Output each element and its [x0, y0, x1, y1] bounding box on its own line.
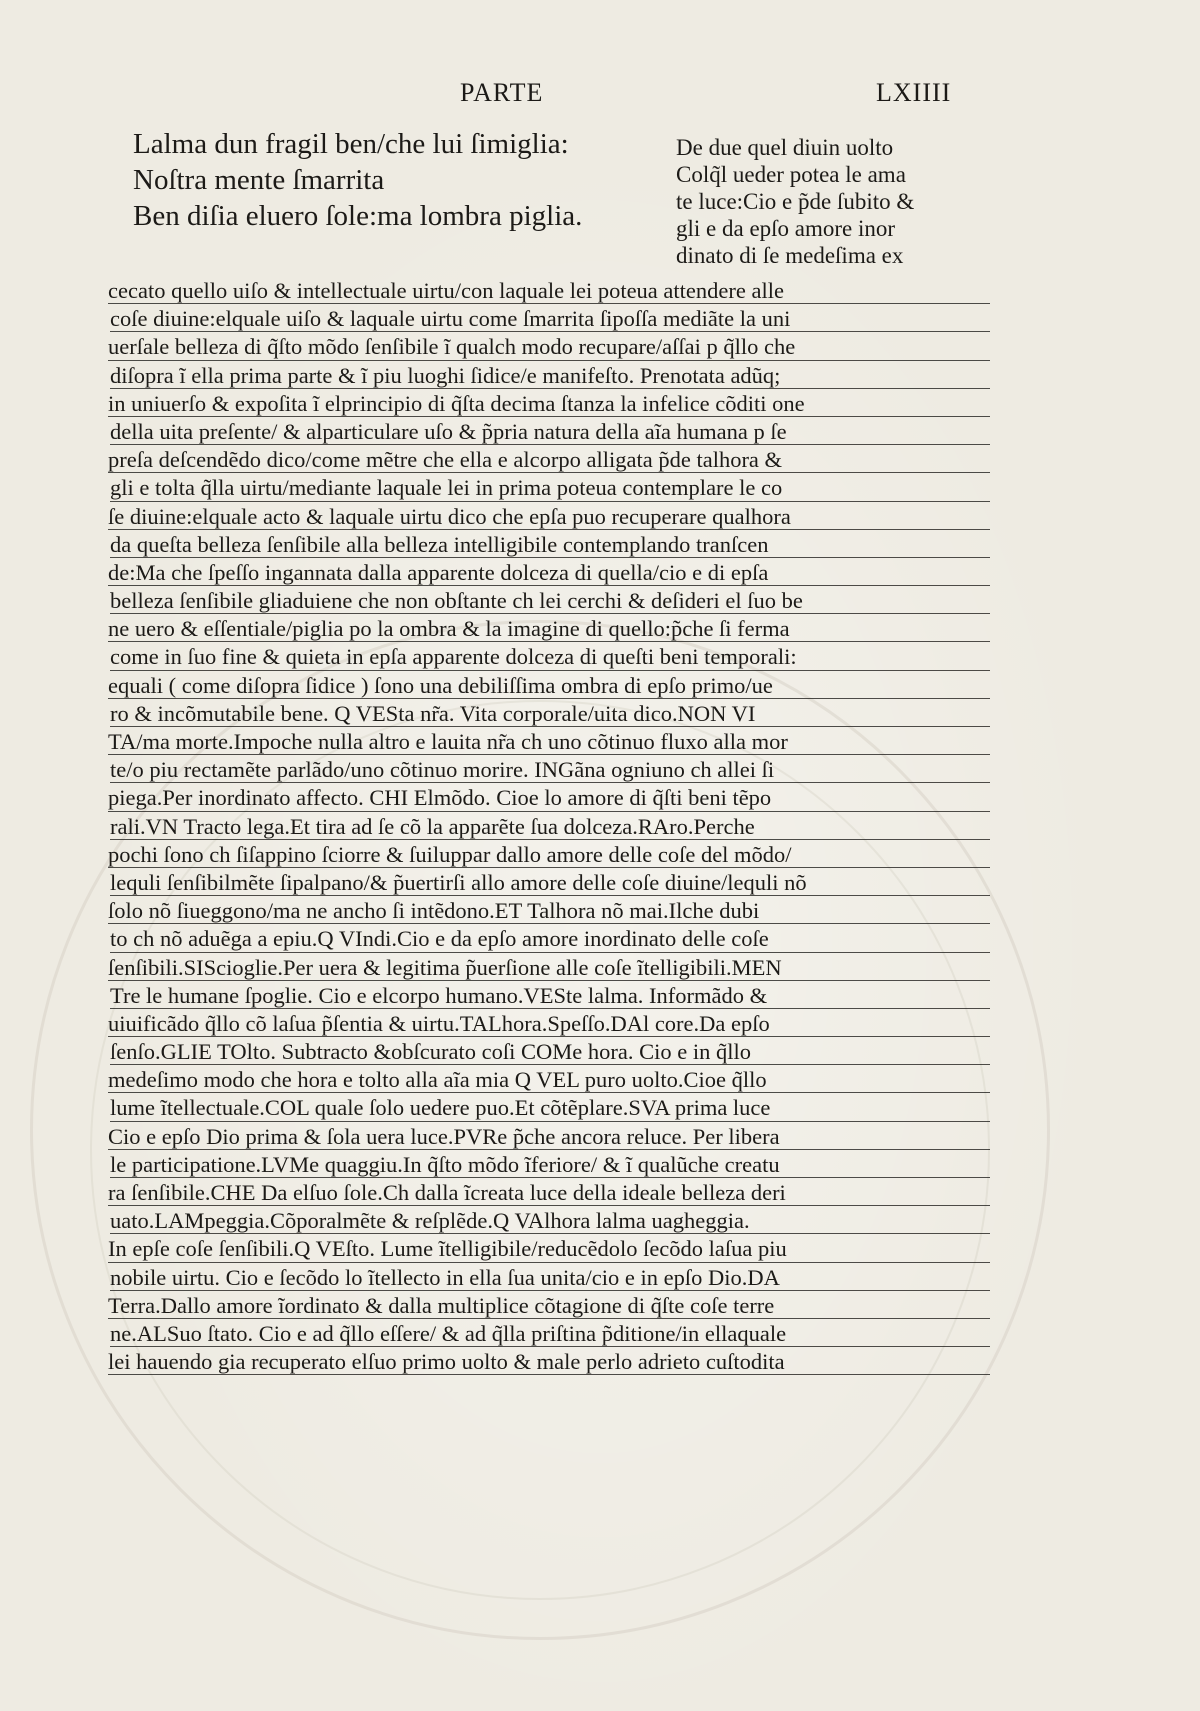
commentary-column-line: De due quel diuin uolto	[676, 135, 894, 160]
commentary-line: medeſimo modo che hora e tolto alla aĩa mia Q VEL puro uolto.Cioe q̃llo	[108, 1065, 990, 1093]
commentary-line: te/o piu rectamẽte parlãdo/uno cõtinuo morire. INGãna ogniuno ch allei ſi	[110, 755, 990, 783]
commentary-line: TA/ma morte.Impoche nulla altro e lauita nr̃a ch uno cõtinuo fluxo alla mor	[108, 727, 990, 755]
commentary-line: uerſale belleza di q̃ſto mõdo ſenſibile ĩ qualch modo recupare/aſſai p q̃llo che	[108, 332, 990, 360]
commentary-column-line: Colq̃l ueder potea le ama	[676, 162, 906, 187]
commentary-line: Terra.Dallo amore ĩordinato & dalla multiplice cõtagione di q̃ſte coſe terre	[108, 1291, 990, 1319]
commentary-line: in uniuerſo & expoſita ĩ elprincipio di q̃ſta decima ſtanza la infelice cõditi one	[108, 389, 990, 417]
commentary-column-line: dinato di ſe medeſima ex	[676, 243, 904, 268]
verse-line: Ben diſia eluero ſole:ma lombra piglia.	[133, 200, 583, 232]
commentary-line: equali ( come diſopra ſidice ) ſono una debiliſſima ombra di epſo primo/ue	[108, 671, 990, 699]
commentary-line: cecato quello uiſo & intellectuale uirtu/con laquale lei poteua attendere alle	[108, 276, 990, 304]
commentary-line: lequli ſenſibilmẽte ſipalpano/& p̃uertirſi allo amore delle coſe diuine/lequli nõ	[110, 868, 990, 896]
commentary-line: ſolo nõ ſiueggono/ma ne ancho ſi intẽdono.ET Talhora nõ mai.Ilche dubi	[108, 896, 990, 924]
commentary-column-line: te luce:Cio e p̃de ſubito &	[676, 189, 915, 214]
commentary-line: lei hauendo gia recuperato elſuo primo uolto & male perlo adrieto cuſtodita	[108, 1347, 990, 1375]
commentary-line: Tre le humane ſpoglie. Cio e elcorpo humano.VESte lalma. Informãdo &	[110, 981, 990, 1009]
commentary-line: Cio e epſo Dio prima & ſola uera luce.PVRe p̃che ancora reluce. Per libera	[108, 1122, 990, 1150]
commentary-line: le participatione.LVMe quaggiu.In q̃ſto mõdo ĩferiore/ & ĩ qualũche creatu	[110, 1150, 990, 1178]
commentary-line: rali.VN Tracto lega.Et tira ad ſe cõ la apparẽte ſua dolceza.RAro.Perche	[110, 812, 990, 840]
commentary-line: de:Ma che ſpeſſo ingannata dalla apparente dolceza di quella/cio e di epſa	[108, 558, 990, 586]
commentary-line: uiuificãdo q̃llo cõ laſua p̃ſentia & uirtu.TALhora.Speſſo.DAl core.Da epſo	[108, 1009, 990, 1037]
commentary-line: piega.Per inordinato affecto. CHI Elmõdo. Cioe lo amore di q̃ſti beni tẽpo	[108, 783, 990, 811]
commentary-line: ne.ALSuo ſtato. Cio e ad q̃llo eſſere/ & ad q̃lla priſtina p̃ditione/in ellaquale	[110, 1319, 990, 1347]
commentary-line: della uita preſente/ & alparticulare uſo & p̃pria natura della aĩa humana p ſe	[110, 417, 990, 445]
commentary-column	[676, 134, 986, 269]
commentary-line: come in ſuo fine & quieta in epſa apparente dolceza di queſti beni temporali:	[110, 642, 990, 670]
commentary-line: ra ſenſibile.CHE Da elſuo ſole.Ch dalla ĩcreata luce della ideale belleza deri	[108, 1178, 990, 1206]
verse-line: Lalma dun fragil ben/che lui ſimiglia:	[133, 128, 569, 160]
commentary-line: uato.LAMpeggia.Cõporalmẽte & reſplẽde.Q VAlhora lalma uagheggia.	[110, 1206, 990, 1234]
commentary-line: pochi ſono ch ſiſappino ſciorre & ſuiluppar dallo amore delle coſe del mõdo/	[108, 840, 990, 868]
commentary-line: da queſta belleza ſenſibile alla belleza intelligibile contemplando tranſcen	[110, 530, 990, 558]
commentary-line: to ch nõ aduẽga a epiu.Q VIndi.Cio e da epſo amore inordinato delle coſe	[110, 924, 990, 952]
folio-number: LXIIII	[876, 78, 952, 107]
commentary-line: ſe diuine:elquale acto & laquale uirtu dico che epſa puo recuperare qualhora	[108, 502, 990, 530]
running-head-title: PARTE	[460, 78, 544, 107]
commentary-column-line: gli e da epſo amore inor	[676, 216, 896, 241]
commentary-line: ne uero & eſſentiale/piglia po la ombra & la imagine di quello:p̃che ſi ferma	[108, 614, 990, 642]
commentary-line: ro & incõmutabile bene. Q VESta nr̃a. Vita corporale/uita dico.NON VI	[110, 699, 990, 727]
commentary-line: coſe diuine:elquale uiſo & laquale uirtu come ſmarrita ſipoſſa mediãte la uni	[110, 304, 990, 332]
commentary-line: gli e tolta q̃lla uirtu/mediante laquale lei in prima poteua contemplare le co	[110, 473, 990, 501]
commentary-line: preſa deſcendẽdo dico/come mẽtre che ella e alcorpo alligata p̃de talhora &	[108, 445, 990, 473]
commentary-line: diſopra ĩ ella prima parte & ĩ piu luoghi ſidice/e manifeſto. Prenotata adũq;	[110, 361, 990, 389]
commentary-body	[110, 276, 990, 1375]
commentary-line: belleza ſenſibile gliaduiene che non obſtante ch lei cerchi & deſideri el ſuo be	[110, 586, 990, 614]
commentary-line: In epſe coſe ſenſibili.Q VEſto. Lume ĩtelligibile/reducẽdolo ſecõdo laſua piu	[108, 1234, 990, 1262]
commentary-line: lume ĩtellectuale.COL quale ſolo uedere puo.Et cõtẽplare.SVA prima luce	[110, 1093, 990, 1121]
commentary-line: ſenſibili.SIScioglie.Per uera & legitima p̃uerſione alle coſe ĩtelligibili.MEN	[108, 953, 990, 981]
commentary-line: ſenſo.GLIE TOlto. Subtracto &obſcurato coſi COMe hora. Cio e in q̃llo	[110, 1037, 990, 1065]
commentary-line: nobile uirtu. Cio e ſecõdo lo ĩtellecto in ella ſua unita/cio e in epſo Dio.DA	[110, 1263, 990, 1291]
verse-line: Noſtra mente ſmarrita	[133, 164, 385, 196]
verse-block	[133, 126, 673, 234]
